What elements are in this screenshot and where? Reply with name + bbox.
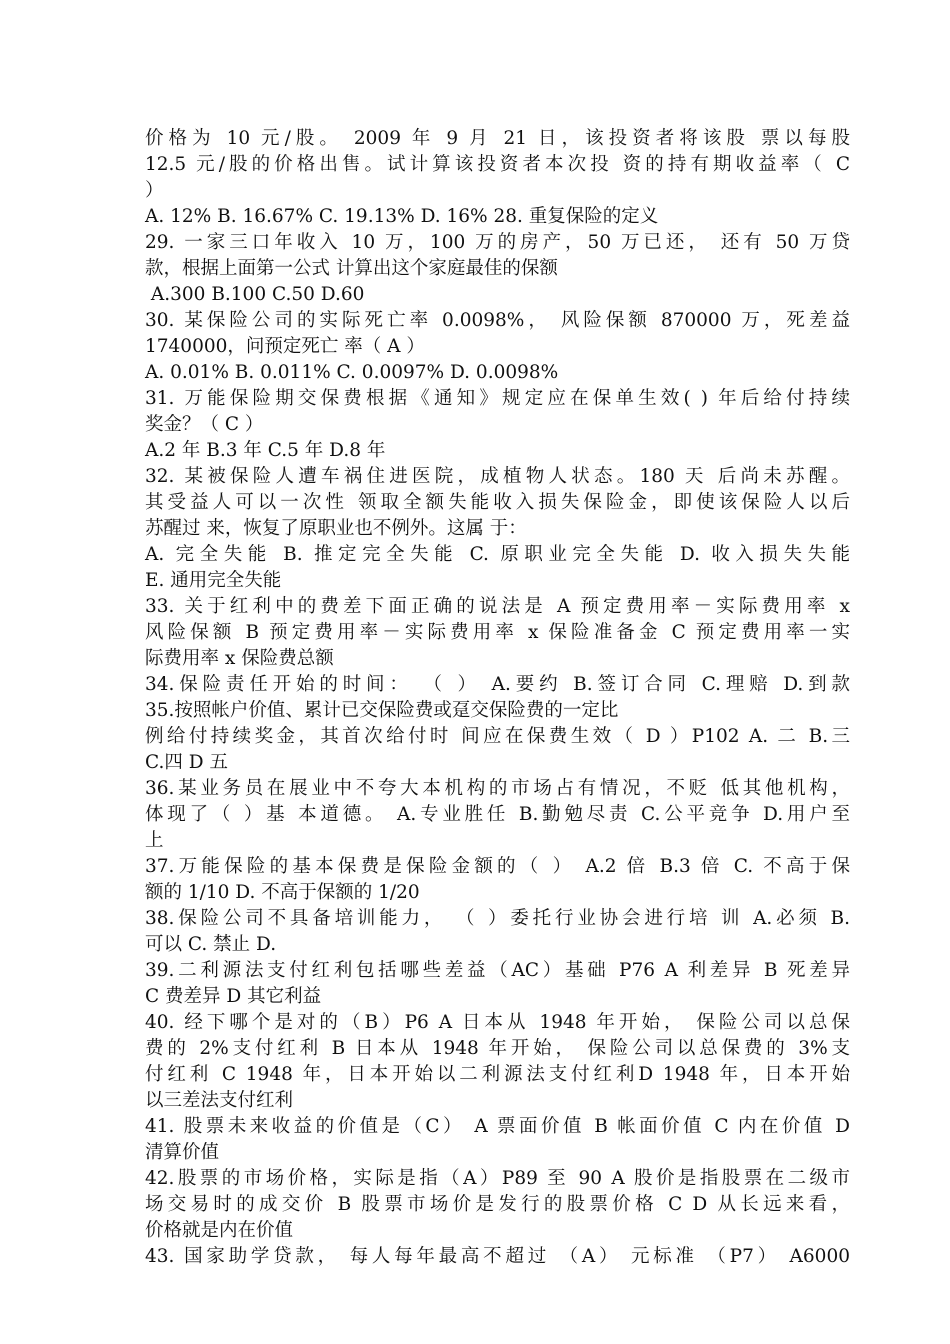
text-line: 可以 C. 禁止 D. bbox=[145, 934, 277, 955]
text-line: 奖金？（ C ） bbox=[145, 414, 264, 435]
text-line: 34.保险责任开始的时间： （ ） A.要约 B.签订合同 C.理赔 D.到款 bbox=[145, 674, 850, 695]
text-line: 价格为 10 元/股。 2009 年 9 月 21 日，该投资者将该股 票以每股 bbox=[145, 128, 850, 149]
text-line: 37.万能保险的基本保费是保险金额的（ ） A.2 倍 B.3 倍 C. 不高于保 bbox=[145, 856, 850, 877]
text-line: 30. 某保险公司的实际死亡率 0.0098%， 风险保额 870000 万，死差益 bbox=[145, 310, 850, 331]
text-line: 例给付持续奖金，其首次给付时 间应在保费生效（ D ）P102 A. 二 B.三 bbox=[145, 726, 850, 747]
text-line: ） bbox=[145, 180, 164, 201]
text-line: 12.5 元/股的价格出售。试计算该投资者本次投 资的持有期收益率（ C bbox=[145, 154, 850, 175]
text-line: 1740000，问预定死亡 率（ A ） bbox=[145, 336, 425, 357]
text-line: A.2 年 B.3 年 C.5 年 D.8 年 bbox=[145, 440, 386, 461]
text-line: 际费用率 x 保险费总额 bbox=[145, 648, 334, 669]
text-line: 41. 股票未来收益的价值是（C） A 票面价值 B 帐面价值 C 内在价值 D bbox=[145, 1116, 850, 1137]
text-line: 29. 一家三口年收入 10 万，100 万的房产，50 万已还， 还有 50 万贷 bbox=[145, 232, 850, 253]
document-body bbox=[145, 126, 850, 1270]
text-line: 31. 万能保险期交保费根据《通知》规定应在保单生效( ) 年后给付持续 bbox=[145, 388, 850, 409]
text-line: 付红利 C 1948 年，日本开始以二利源法支付红利D 1948 年，日本开始 bbox=[145, 1064, 850, 1085]
text-line: 39.二利源法支付红利包括哪些差益（AC）基础 P76 A 利差异 B 死差异 bbox=[145, 960, 850, 981]
text-line: 风险保额 B 预定费用率－实际费用率 x 保险准备金 C 预定费用率一实 bbox=[145, 622, 850, 643]
text-line: 费的 2%支付红利 B 日本从 1948 年开始， 保险公司以总保费的 3%支 bbox=[145, 1038, 850, 1059]
text-line: 40. 经下哪个是对的（B）P6 A 日本从 1948 年开始， 保险公司以总保 bbox=[145, 1012, 850, 1033]
text-line: 上 bbox=[145, 830, 164, 851]
text-line: 35.按照帐户价值、累计已交保险费或趸交保险费的一定比 bbox=[145, 700, 619, 721]
text-line: A. 完全失能 B. 推定完全失能 C. 原职业完全失能 D. 收入损失失能 bbox=[145, 544, 850, 565]
text-line: 42.股票的市场价格，实际是指（A）P89 至 90 A 股价是指股票在二级市 bbox=[145, 1168, 850, 1189]
text-line: C 费差异 D 其它利益 bbox=[145, 986, 322, 1007]
text-line: 43. 国家助学贷款， 每人每年最高不超过 （A） 元标准 （P7） A6000 bbox=[145, 1246, 850, 1267]
text-line: A.300 B.100 C.50 D.60 bbox=[145, 284, 365, 305]
text-line: 38.保险公司不具备培训能力， （ ）委托行业协会进行培 训 A.必须 B. bbox=[145, 908, 850, 929]
text-line: E. 通用完全失能 bbox=[145, 570, 282, 591]
text-line: 清算价值 bbox=[145, 1142, 220, 1163]
text-line: A. 0.01% B. 0.011% C. 0.0097% D. 0.0098% bbox=[145, 362, 559, 383]
text-line: 场交易时的成交价 B 股票市场价是发行的股票价格 C D 从长远来看， bbox=[145, 1194, 850, 1215]
text-line: 32. 某被保险人遭车祸住进医院，成植物人状态。180 天 后尚未苏醒。 bbox=[145, 466, 850, 487]
text-line: C.四 D 五 bbox=[145, 752, 228, 773]
text-line: 以三差法支付红利 bbox=[145, 1090, 294, 1111]
text-line: 额的 1/10 D. 不高于保额的 1/20 bbox=[145, 882, 420, 903]
text-line: 体现了（ ）基 本道德。 A.专业胜任 B.勤勉尽责 C.公平竞争 D.用户至 bbox=[145, 804, 850, 825]
text-line: 33. 关于红利中的费差下面正确的说法是 A 预定费用率－实际费用率 x bbox=[145, 596, 850, 617]
text-line: 苏醒过 来，恢复了原职业也不例外。这属 于： bbox=[145, 518, 527, 539]
text-line: A. 12% B. 16.67% C. 19.13% D. 16% 28. 重复保险的定义 bbox=[145, 206, 659, 227]
text-line: 其受益人可以一次性 领取全额失能收入损失保险金，即使该保险人以后 bbox=[145, 492, 850, 513]
text-line: 价格就是内在价值 bbox=[145, 1220, 294, 1241]
text-line: 款，根据上面第一公式 计算出这个家庭最佳的保额 bbox=[145, 258, 558, 279]
text-line: 36.某业务员在展业中不夸大本机构的市场占有情况，不贬 低其他机构， bbox=[145, 778, 850, 799]
